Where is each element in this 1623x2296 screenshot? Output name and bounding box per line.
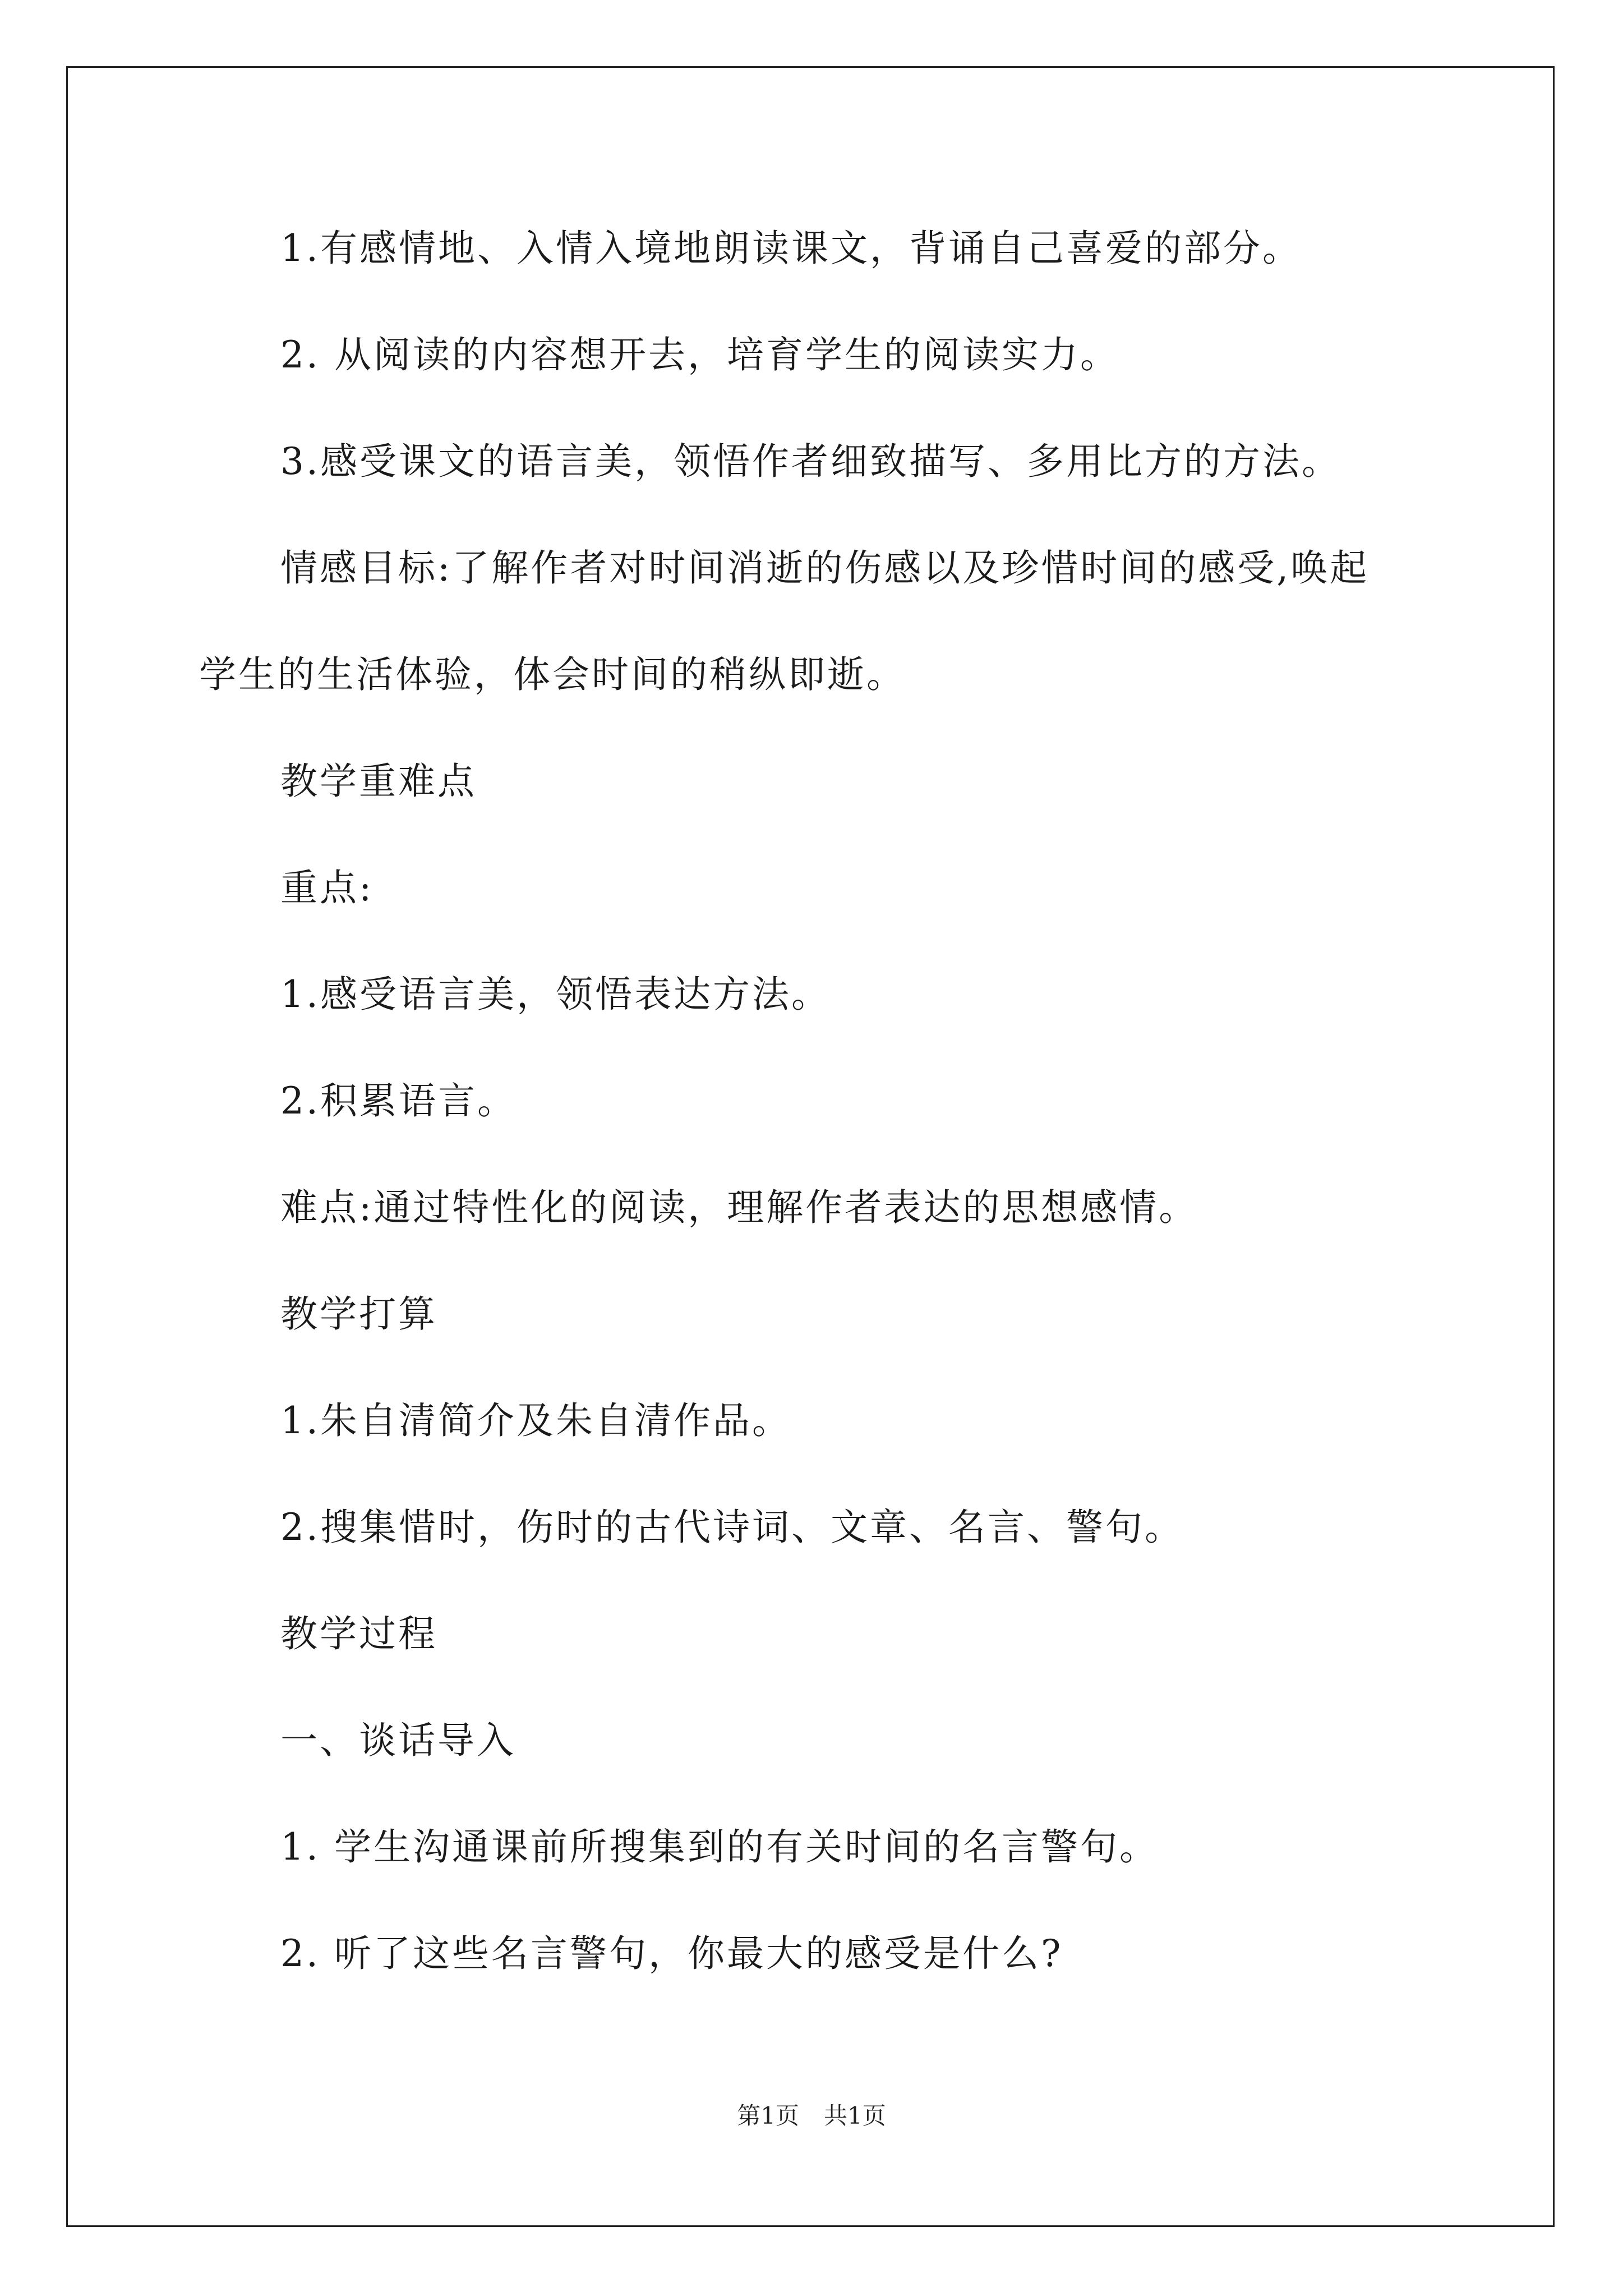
subsection-heading: 一、谈话导入: [280, 1719, 516, 1762]
section-heading: 教学过程: [280, 1612, 437, 1655]
page-total: 共1页: [824, 2102, 886, 2129]
page-border: [66, 66, 1555, 2227]
paragraph: 3.感受课文的语言美，领悟作者细致描写、多用比方的方法。: [280, 440, 1341, 483]
paragraph: 2. 听了这些名言警句，你最大的感受是什么?: [280, 1932, 1063, 1975]
paragraph: 1.朱自清简介及朱自清作品。: [280, 1399, 791, 1442]
section-heading: 教学重难点: [280, 760, 477, 803]
section-heading: 教学打算: [280, 1292, 437, 1336]
paragraph: 难点:通过特性化的阅读，理解作者表达的思想感情。: [280, 1186, 1198, 1229]
paragraph: 重点:: [280, 866, 374, 909]
paragraph: 2.搜集惜时，伤时的古代诗词、文章、名言、警句。: [280, 1506, 1184, 1549]
page-number: 第1页: [737, 2102, 799, 2129]
paragraph: 1.有感情地、入情入境地朗读课文，背诵自己喜爱的部分。: [280, 227, 1302, 270]
paragraph: 2. 从阅读的内容想开去，培育学生的阅读实力。: [280, 333, 1119, 376]
paragraph: 1.感受语言美，领悟表达方法。: [280, 973, 831, 1016]
paragraph-continuation: 学生的生活体验，体会时间的稍纵即逝。: [199, 653, 906, 696]
paragraph: 情感目标:了解作者对时间消逝的伤感以及珍惜时间的感受,唤起: [280, 546, 1370, 590]
paragraph: 2.积累语言。: [280, 1079, 517, 1122]
page-footer: [0, 2099, 1623, 2133]
paragraph: 1. 学生沟通课前所搜集到的有关时间的名言警句。: [280, 1825, 1159, 1869]
